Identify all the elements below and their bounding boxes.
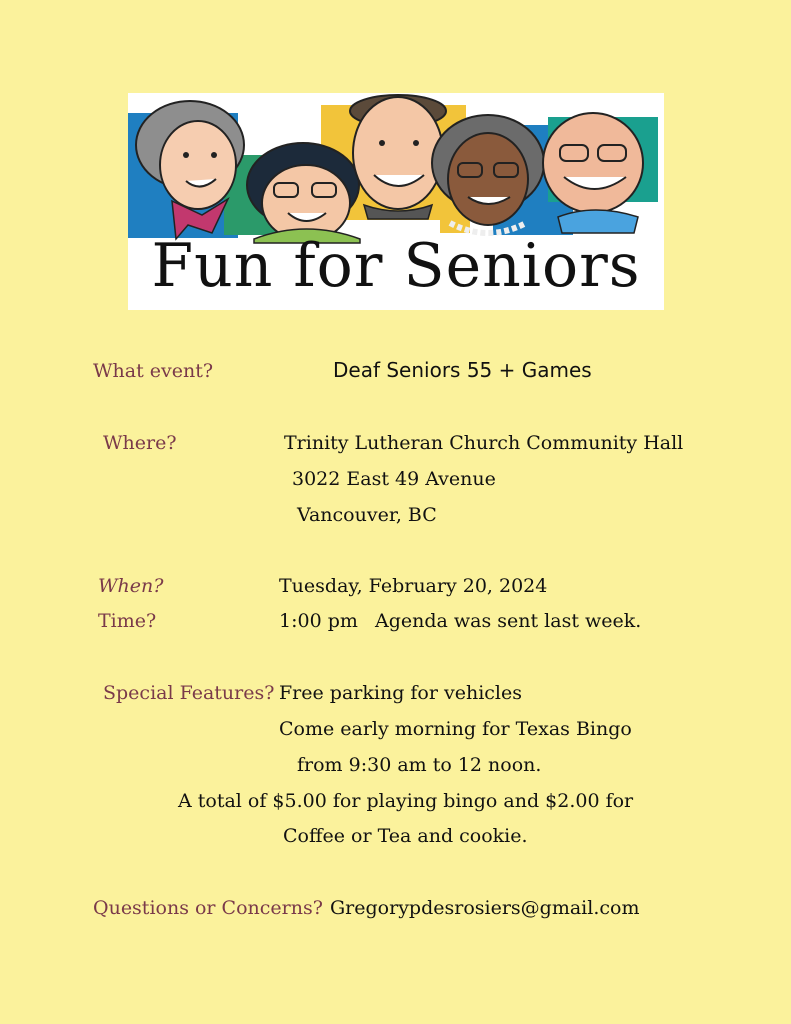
- contact-email[interactable]: Gregorypdesrosiers@gmail.com: [330, 897, 640, 919]
- event-label: What event?: [93, 360, 214, 382]
- when-label: When?: [98, 575, 164, 597]
- contact-label: Questions or Concerns?: [93, 897, 323, 919]
- features-line-4: A total of $5.00 for playing bingo and $2.00 for: [178, 790, 634, 812]
- where-line-3: Vancouver, BC: [297, 504, 437, 526]
- where-line-1: Trinity Lutheran Church Community Hall: [284, 432, 684, 454]
- time-note: Agenda was sent last week.: [375, 610, 642, 632]
- fun-for-seniors-banner: [128, 93, 664, 310]
- features-label: Special Features?: [103, 682, 275, 704]
- where-label: Where?: [103, 432, 177, 454]
- features-line-5: Coffee or Tea and cookie.: [283, 825, 528, 847]
- when-value: Tuesday, February 20, 2024: [279, 575, 548, 597]
- features-line-1: Free parking for vehicles: [279, 682, 522, 704]
- features-line-3: from 9:30 am to 12 noon.: [297, 754, 542, 776]
- time-value: 1:00 pm: [279, 610, 358, 632]
- banner-title: Fun for Seniors: [151, 231, 641, 301]
- features-line-2: Come early morning for Texas Bingo: [279, 718, 632, 740]
- event-value: Deaf Seniors 55 + Games: [333, 358, 592, 382]
- time-label: Time?: [98, 610, 157, 632]
- where-line-2: 3022 East 49 Avenue: [292, 468, 496, 490]
